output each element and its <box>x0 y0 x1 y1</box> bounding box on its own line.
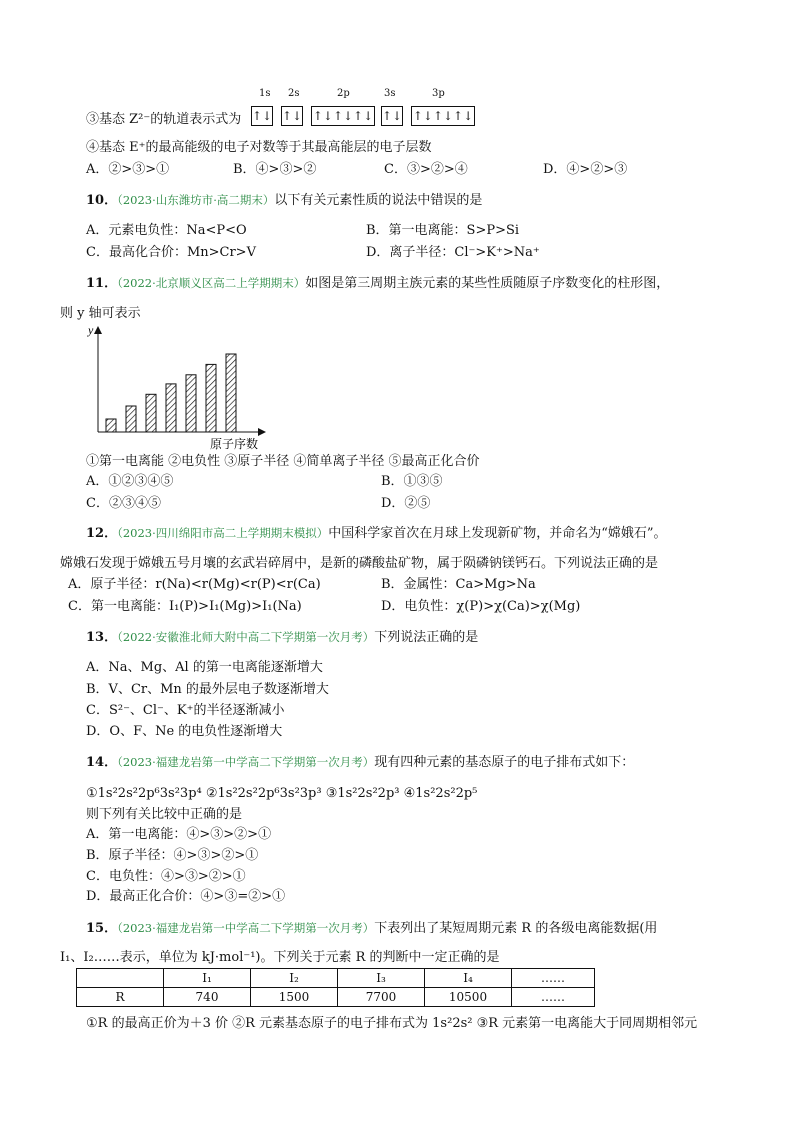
chart-bar-7 <box>226 354 236 432</box>
q9-item3 <box>86 112 241 128</box>
orbital-box-2s: ↑↓ <box>281 106 303 126</box>
chart-bar-1 <box>106 419 116 432</box>
orbital-label-2p: 2p <box>337 88 350 99</box>
q10-option-c: C．最高化合价：Mn>Cr>V <box>86 245 256 260</box>
q11-source: （2022·北京顺义区高二上学期期末） <box>117 276 306 290</box>
q14-option-b: B．原子半径：④>③>②>① <box>86 848 259 863</box>
q15-last-line: ①R 的最高正价为＋3 价 ②R 元素基态原子的电子排布式为 1s²2s² ③R 元素第一电离能大于同周期相邻元 <box>86 1016 698 1031</box>
q12-option-d: D．电负性：χ(P)>χ(Ca)>χ(Mg) <box>381 599 581 614</box>
q12-number: 12． <box>86 526 118 541</box>
q9-option-d: D．④>②>③ <box>543 162 628 177</box>
table-header-cell: I₄ <box>425 969 512 988</box>
q11-items: ①第一电离能 ②电负性 ③原子半径 ④简单离子半径 ⑤最高正化合价 <box>86 454 480 469</box>
q15-number: 15． <box>86 921 118 936</box>
table-cell: 1500 <box>251 988 338 1007</box>
q11-bar-chart <box>86 322 286 452</box>
orbital-box-1s: ↑↓ <box>251 106 273 126</box>
q11-stem <box>86 276 669 292</box>
orbital-label-3p: 3p <box>432 88 445 99</box>
q10-option-d: D．离子半径：Cl⁻>K⁺>Na⁺ <box>366 245 540 260</box>
q14-source: （2023·福建龙岩第一中学高二下学期第一次月考） <box>117 755 375 769</box>
q15-source: （2023·福建龙岩第一中学高二下学期第一次月考） <box>117 921 375 935</box>
table-row <box>77 988 595 1007</box>
chart-bar-2 <box>126 406 136 432</box>
table-header-row <box>77 969 595 988</box>
q13-option-c: C．S²⁻、Cl⁻、K⁺的半径逐渐减小 <box>86 703 285 718</box>
q12-option-c: C．第一电离能：I₁(P)>I₁(Mg)>I₁(Na) <box>68 599 302 614</box>
q12-stem <box>86 526 667 542</box>
q12-option-b: B．金属性：Ca>Mg>Na <box>381 577 536 592</box>
q14-option-d: D．最高正化合价：④>③=②>① <box>86 889 286 904</box>
q11-text: 如图是第三周期主族元素的某些性质随原子序数变化的柱形图， <box>305 276 670 291</box>
q10-option-b: B．第一电离能：S>P>Si <box>366 223 520 238</box>
q10-option-a: A．元素电负性：Na<P<O <box>86 223 247 238</box>
y-axis-label: y <box>88 323 94 337</box>
q13-option-d: D．O、F、Ne 的电负性逐渐增大 <box>86 724 283 739</box>
q12-text: 中国科学家首次在月球上发现新矿物，并命名为“嫦娥石”。 <box>328 526 667 541</box>
q15-stem <box>86 921 657 937</box>
q9-option-a: A．②>③>① <box>86 162 170 177</box>
orbital-box-3s: ↑↓ <box>381 106 403 126</box>
orbital-label-2s: 2s <box>288 88 300 99</box>
table-cell: 10500 <box>425 988 512 1007</box>
q13-option-b: B．V、Cr、Mn 的最外层电子数逐渐增大 <box>86 682 329 697</box>
q14-lead: 则下列有关比较中正确的是 <box>86 807 243 822</box>
chart-bar-4 <box>166 384 176 432</box>
q13-option-a: A．Na、Mg、Al 的第一电离能逐渐增大 <box>86 660 323 675</box>
q11-option-c: C．②③④⑤ <box>86 496 161 511</box>
q12-source: （2023·四川绵阳市高二上学期期末模拟） <box>117 526 329 540</box>
q9-option-b: B．④>③>② <box>233 162 317 177</box>
q10-number: 10． <box>86 193 118 208</box>
q13-source: （2022·安徽淮北师大附中高二下学期第一次月考） <box>117 630 375 644</box>
q11-option-d: D．②⑤ <box>381 496 431 511</box>
q12-option-a: A．原子半径：r(Na)<r(Mg)<r(P)<r(Ca) <box>68 577 321 592</box>
q9-option-c: C．③>②>④ <box>384 162 468 177</box>
table-cell: 7700 <box>338 988 425 1007</box>
orbital-diagram <box>251 88 481 128</box>
q14-option-c: C．电负性：④>③>②>① <box>86 869 246 884</box>
q10-stem <box>86 193 482 209</box>
table-cell: 740 <box>164 988 251 1007</box>
q14-option-a: A．第一电离能：④>③>②>① <box>86 827 272 842</box>
q11-option-b: B．①③⑤ <box>381 474 443 489</box>
q10-source: （2023·山东潍坊市·高二期末） <box>117 193 275 207</box>
orbital-box-2p: ↑↓↑↓↑↓ <box>311 106 375 126</box>
table-header-cell <box>77 969 164 988</box>
q11-stem-2: 则 y 轴可表示 <box>60 306 141 321</box>
chart-bar-6 <box>206 364 216 432</box>
q15-text: 下表列出了某短周期元素 R 的各级电离能数据(用 <box>374 921 658 936</box>
chart-bar-5 <box>186 375 196 432</box>
q10-text: 以下有关元素性质的说法中错误的是 <box>274 193 483 208</box>
table-header-cell: I₃ <box>338 969 425 988</box>
q15-stem-2: I₁、I₂……表示，单位为 kJ·mol⁻¹)。下列关于元素 R 的判断中一定正确的是 <box>60 950 500 965</box>
q12-stem-2: 嫦娥石发现于嫦娥五号月壤的玄武岩碎屑中，是新的磷酸盐矿物，属于陨磷钠镁钙石。下列说法正确的是 <box>60 556 659 571</box>
orbital-label-1s: 1s <box>259 88 271 99</box>
orbital-box-3p: ↑↓↑↓↑↓ <box>411 106 475 126</box>
q9-item4: ④基态 E⁺的最高能级的电子对数等于其最高能层的电子层数 <box>86 140 432 155</box>
table-cell: R <box>77 988 164 1007</box>
table-header-cell: …… <box>512 969 595 988</box>
table-header-cell: I₁ <box>164 969 251 988</box>
q13-stem <box>86 630 478 646</box>
q13-text: 下列说法正确的是 <box>374 630 479 645</box>
x-axis-label: 原子序数 <box>210 437 259 451</box>
q14-configs: ①1s²2s²2p⁶3s²3p⁴ ②1s²2s²2p⁶3s²3p³ ③1s²2s²2p³ ④1s²2s²2p⁵ <box>86 786 478 801</box>
q9-item3-text: ③基态 Z²⁻的轨道表示式为 <box>86 112 242 127</box>
q14-number: 14． <box>86 755 118 770</box>
q14-stem <box>86 755 634 771</box>
ionization-energy-table <box>76 968 595 1007</box>
table-header-cell: I₂ <box>251 969 338 988</box>
orbital-label-3s: 3s <box>384 88 396 99</box>
q14-text: 现有四种元素的基态原子的电子排布式如下： <box>374 755 635 770</box>
table-cell: …… <box>512 988 595 1007</box>
q11-number: 11． <box>86 276 118 291</box>
q13-number: 13． <box>86 630 118 645</box>
q11-option-a: A．①②③④⑤ <box>86 474 174 489</box>
chart-bar-3 <box>146 394 156 432</box>
